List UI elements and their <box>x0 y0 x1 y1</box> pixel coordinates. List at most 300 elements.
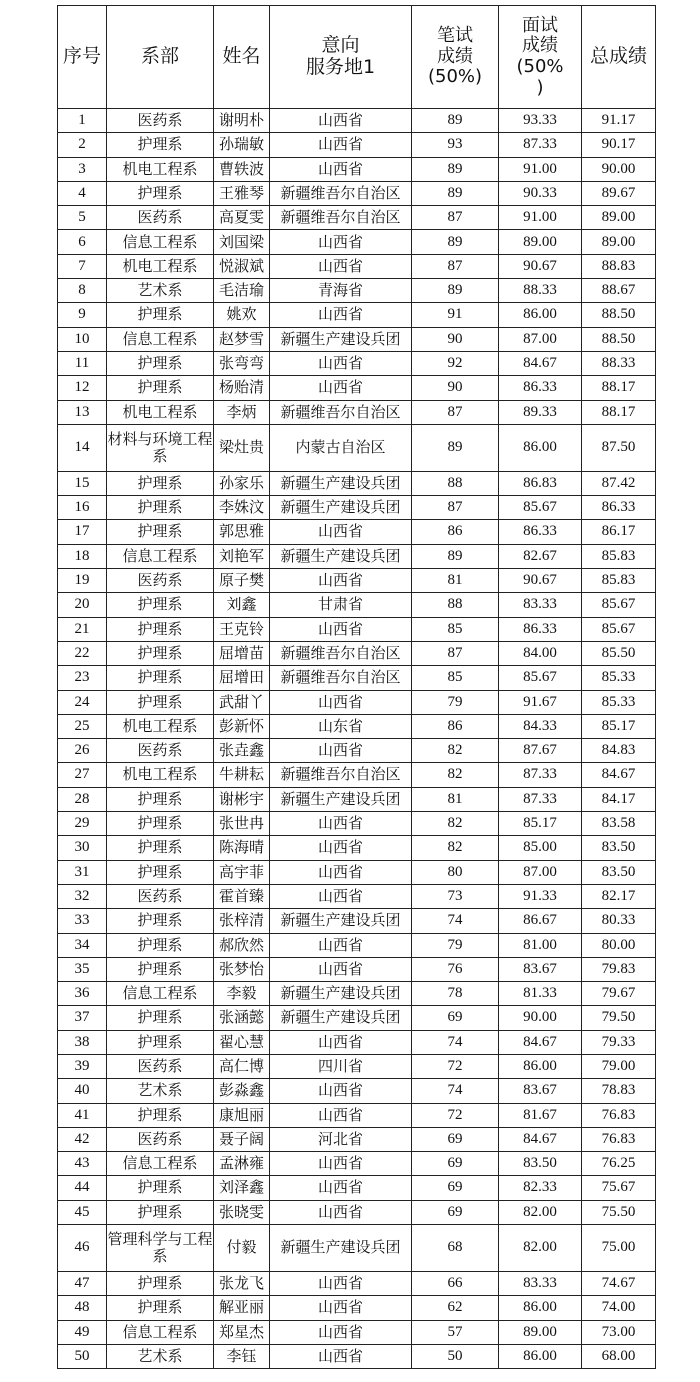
cell-interview: 82.00 <box>499 1200 582 1224</box>
cell-seq: 48 <box>58 1296 107 1320</box>
cell-place: 新疆维吾尔自治区 <box>270 400 412 424</box>
cell-interview: 89.00 <box>499 230 582 254</box>
table-row <box>58 690 656 714</box>
cell-place: 山西省 <box>270 1200 412 1224</box>
cell-interview: 87.00 <box>499 860 582 884</box>
cell-place: 山西省 <box>270 1272 412 1296</box>
cell-seq: 6 <box>58 230 107 254</box>
cell-dept: 护理系 <box>107 787 214 811</box>
cell-total: 88.17 <box>582 376 656 400</box>
cell-dept: 医药系 <box>107 1054 214 1078</box>
cell-dept: 管理科学与工程系 <box>107 1225 214 1272</box>
cell-dept: 机电工程系 <box>107 157 214 181</box>
table-row <box>58 327 656 351</box>
cell-dept: 护理系 <box>107 933 214 957</box>
cell-name: 郭思雅 <box>214 520 270 544</box>
cell-written: 69 <box>412 1200 499 1224</box>
table-row <box>58 982 656 1006</box>
cell-total: 88.67 <box>582 279 656 303</box>
cell-dept: 医药系 <box>107 206 214 230</box>
header-interview: 面试 成绩 (50% ) <box>499 6 582 109</box>
cell-name: 刘鑫 <box>214 593 270 617</box>
cell-place: 新疆维吾尔自治区 <box>270 641 412 665</box>
cell-written: 88 <box>412 593 499 617</box>
cell-interview: 86.83 <box>499 471 582 495</box>
cell-place: 山西省 <box>270 1296 412 1320</box>
cell-name: 毛洁瑜 <box>214 279 270 303</box>
cell-dept: 护理系 <box>107 303 214 327</box>
cell-dept: 护理系 <box>107 1272 214 1296</box>
cell-seq: 30 <box>58 836 107 860</box>
cell-place: 山西省 <box>270 739 412 763</box>
cell-written: 74 <box>412 909 499 933</box>
cell-seq: 36 <box>58 982 107 1006</box>
table-row <box>58 520 656 544</box>
cell-seq: 50 <box>58 1344 107 1368</box>
cell-dept: 信息工程系 <box>107 327 214 351</box>
cell-name: 霍首臻 <box>214 884 270 908</box>
table-row <box>58 424 656 471</box>
cell-dept: 护理系 <box>107 909 214 933</box>
cell-written: 80 <box>412 860 499 884</box>
cell-place: 山西省 <box>270 157 412 181</box>
cell-dept: 机电工程系 <box>107 763 214 787</box>
cell-dept: 护理系 <box>107 471 214 495</box>
cell-place: 山西省 <box>270 520 412 544</box>
cell-seq: 44 <box>58 1176 107 1200</box>
cell-written: 85 <box>412 617 499 641</box>
table-row <box>58 1054 656 1078</box>
cell-name: 梁灶贵 <box>214 424 270 471</box>
cell-place: 山西省 <box>270 133 412 157</box>
cell-interview: 85.17 <box>499 812 582 836</box>
cell-dept: 护理系 <box>107 1030 214 1054</box>
cell-interview: 91.33 <box>499 884 582 908</box>
cell-dept: 护理系 <box>107 860 214 884</box>
cell-dept: 信息工程系 <box>107 982 214 1006</box>
cell-dept: 护理系 <box>107 617 214 641</box>
cell-place: 山西省 <box>270 884 412 908</box>
cell-seq: 47 <box>58 1272 107 1296</box>
cell-dept: 护理系 <box>107 133 214 157</box>
cell-interview: 84.67 <box>499 351 582 375</box>
cell-name: 姚欢 <box>214 303 270 327</box>
cell-written: 87 <box>412 496 499 520</box>
cell-seq: 20 <box>58 593 107 617</box>
cell-written: 90 <box>412 376 499 400</box>
cell-total: 85.17 <box>582 714 656 738</box>
cell-place: 新疆生产建设兵团 <box>270 544 412 568</box>
cell-place: 山西省 <box>270 230 412 254</box>
cell-total: 79.83 <box>582 957 656 981</box>
cell-place: 新疆生产建设兵团 <box>270 1006 412 1030</box>
cell-written: 50 <box>412 1344 499 1368</box>
cell-written: 74 <box>412 1030 499 1054</box>
cell-interview: 82.33 <box>499 1176 582 1200</box>
cell-seq: 31 <box>58 860 107 884</box>
cell-interview: 87.33 <box>499 133 582 157</box>
cell-place: 新疆维吾尔自治区 <box>270 666 412 690</box>
cell-total: 85.83 <box>582 544 656 568</box>
cell-interview: 86.33 <box>499 520 582 544</box>
cell-seq: 42 <box>58 1127 107 1151</box>
cell-dept: 信息工程系 <box>107 1320 214 1344</box>
cell-interview: 91.00 <box>499 157 582 181</box>
cell-place: 山西省 <box>270 1344 412 1368</box>
table-row <box>58 666 656 690</box>
cell-interview: 86.33 <box>499 376 582 400</box>
cell-written: 89 <box>412 109 499 133</box>
cell-written: 82 <box>412 836 499 860</box>
cell-dept: 医药系 <box>107 739 214 763</box>
cell-written: 89 <box>412 181 499 205</box>
table-row <box>58 303 656 327</box>
cell-total: 84.17 <box>582 787 656 811</box>
cell-seq: 5 <box>58 206 107 230</box>
cell-dept: 护理系 <box>107 690 214 714</box>
cell-interview: 91.00 <box>499 206 582 230</box>
cell-place: 山东省 <box>270 714 412 738</box>
cell-dept: 护理系 <box>107 836 214 860</box>
cell-seq: 8 <box>58 279 107 303</box>
cell-interview: 83.50 <box>499 1152 582 1176</box>
cell-total: 68.00 <box>582 1344 656 1368</box>
cell-written: 87 <box>412 254 499 278</box>
cell-total: 85.67 <box>582 617 656 641</box>
cell-written: 91 <box>412 303 499 327</box>
cell-dept: 医药系 <box>107 569 214 593</box>
cell-place: 山西省 <box>270 1152 412 1176</box>
cell-place: 山西省 <box>270 1176 412 1200</box>
cell-dept: 医药系 <box>107 1127 214 1151</box>
cell-total: 83.58 <box>582 812 656 836</box>
cell-place: 河北省 <box>270 1127 412 1151</box>
cell-seq: 32 <box>58 884 107 908</box>
table-body <box>58 109 656 1369</box>
cell-dept: 护理系 <box>107 1006 214 1030</box>
cell-place: 青海省 <box>270 279 412 303</box>
cell-seq: 41 <box>58 1103 107 1127</box>
table-row <box>58 909 656 933</box>
cell-written: 89 <box>412 279 499 303</box>
cell-place: 山西省 <box>270 812 412 836</box>
cell-place: 山西省 <box>270 1103 412 1127</box>
cell-seq: 21 <box>58 617 107 641</box>
cell-seq: 25 <box>58 714 107 738</box>
cell-seq: 1 <box>58 109 107 133</box>
cell-interview: 81.00 <box>499 933 582 957</box>
cell-interview: 91.67 <box>499 690 582 714</box>
table-row <box>58 593 656 617</box>
header-total: 总成绩 <box>582 6 656 109</box>
table-row <box>58 351 656 375</box>
cell-dept: 护理系 <box>107 957 214 981</box>
cell-name: 高宇菲 <box>214 860 270 884</box>
cell-dept: 机电工程系 <box>107 254 214 278</box>
table-row <box>58 1296 656 1320</box>
cell-name: 谢明朴 <box>214 109 270 133</box>
cell-place: 山西省 <box>270 957 412 981</box>
table-row <box>58 496 656 520</box>
cell-place: 新疆生产建设兵团 <box>270 787 412 811</box>
cell-total: 79.67 <box>582 982 656 1006</box>
table-row <box>58 376 656 400</box>
table-row <box>58 1320 656 1344</box>
cell-total: 76.83 <box>582 1127 656 1151</box>
cell-total: 75.00 <box>582 1225 656 1272</box>
cell-written: 72 <box>412 1054 499 1078</box>
cell-total: 87.50 <box>582 424 656 471</box>
cell-name: 翟心慧 <box>214 1030 270 1054</box>
cell-interview: 86.00 <box>499 1296 582 1320</box>
cell-dept: 信息工程系 <box>107 1152 214 1176</box>
cell-place: 新疆生产建设兵团 <box>270 327 412 351</box>
cell-seq: 3 <box>58 157 107 181</box>
cell-interview: 85.67 <box>499 496 582 520</box>
cell-place: 内蒙古自治区 <box>270 424 412 471</box>
cell-place: 山西省 <box>270 1320 412 1344</box>
table-row <box>58 181 656 205</box>
cell-written: 73 <box>412 884 499 908</box>
table-row <box>58 279 656 303</box>
cell-seq: 33 <box>58 909 107 933</box>
cell-total: 86.33 <box>582 496 656 520</box>
cell-name: 刘艳军 <box>214 544 270 568</box>
cell-place: 山西省 <box>270 376 412 400</box>
cell-seq: 39 <box>58 1054 107 1078</box>
cell-name: 刘泽鑫 <box>214 1176 270 1200</box>
cell-place: 山西省 <box>270 109 412 133</box>
cell-place: 新疆生产建设兵团 <box>270 471 412 495</box>
cell-dept: 护理系 <box>107 812 214 836</box>
table-row <box>58 471 656 495</box>
cell-total: 83.50 <box>582 860 656 884</box>
cell-interview: 87.67 <box>499 739 582 763</box>
cell-interview: 89.33 <box>499 400 582 424</box>
cell-total: 78.83 <box>582 1079 656 1103</box>
cell-interview: 86.00 <box>499 1054 582 1078</box>
cell-interview: 82.00 <box>499 1225 582 1272</box>
cell-seq: 37 <box>58 1006 107 1030</box>
header-name: 姓名 <box>214 6 270 109</box>
cell-written: 72 <box>412 1103 499 1127</box>
cell-place: 新疆生产建设兵团 <box>270 496 412 520</box>
cell-place: 四川省 <box>270 1054 412 1078</box>
table-row <box>58 763 656 787</box>
cell-name: 张龙飞 <box>214 1272 270 1296</box>
cell-interview: 84.67 <box>499 1127 582 1151</box>
cell-name: 郝欣然 <box>214 933 270 957</box>
cell-seq: 2 <box>58 133 107 157</box>
cell-place: 新疆维吾尔自治区 <box>270 181 412 205</box>
table-row <box>58 1200 656 1224</box>
cell-name: 李炳 <box>214 400 270 424</box>
cell-dept: 材料与环境工程系 <box>107 424 214 471</box>
cell-written: 57 <box>412 1320 499 1344</box>
cell-interview: 83.33 <box>499 593 582 617</box>
cell-interview: 86.00 <box>499 424 582 471</box>
table-row <box>58 787 656 811</box>
cell-name: 高仁博 <box>214 1054 270 1078</box>
cell-place: 新疆生产建设兵团 <box>270 982 412 1006</box>
table-row <box>58 860 656 884</box>
table-row <box>58 1127 656 1151</box>
cell-interview: 88.33 <box>499 279 582 303</box>
cell-total: 76.25 <box>582 1152 656 1176</box>
cell-name: 曹轶波 <box>214 157 270 181</box>
header-dept: 系部 <box>107 6 214 109</box>
cell-name: 刘国梁 <box>214 230 270 254</box>
cell-place: 山西省 <box>270 351 412 375</box>
cell-seq: 35 <box>58 957 107 981</box>
cell-interview: 86.67 <box>499 909 582 933</box>
cell-written: 92 <box>412 351 499 375</box>
cell-written: 86 <box>412 714 499 738</box>
cell-interview: 87.33 <box>499 787 582 811</box>
cell-place: 山西省 <box>270 617 412 641</box>
cell-total: 84.67 <box>582 763 656 787</box>
cell-written: 74 <box>412 1079 499 1103</box>
table-row <box>58 714 656 738</box>
cell-written: 82 <box>412 763 499 787</box>
table-row <box>58 157 656 181</box>
cell-dept: 信息工程系 <box>107 230 214 254</box>
cell-name: 张弯弯 <box>214 351 270 375</box>
cell-written: 87 <box>412 206 499 230</box>
table-row <box>58 739 656 763</box>
cell-total: 89.67 <box>582 181 656 205</box>
cell-total: 74.00 <box>582 1296 656 1320</box>
cell-seq: 23 <box>58 666 107 690</box>
cell-name: 王克铃 <box>214 617 270 641</box>
cell-seq: 4 <box>58 181 107 205</box>
header-place: 意向 服务地1 <box>270 6 412 109</box>
cell-name: 张垚鑫 <box>214 739 270 763</box>
cell-written: 81 <box>412 787 499 811</box>
cell-seq: 10 <box>58 327 107 351</box>
cell-dept: 医药系 <box>107 109 214 133</box>
cell-interview: 83.67 <box>499 957 582 981</box>
cell-seq: 15 <box>58 471 107 495</box>
cell-written: 82 <box>412 739 499 763</box>
cell-interview: 87.00 <box>499 327 582 351</box>
cell-interview: 83.67 <box>499 1079 582 1103</box>
cell-name: 孙家乐 <box>214 471 270 495</box>
cell-written: 68 <box>412 1225 499 1272</box>
cell-place: 山西省 <box>270 836 412 860</box>
cell-name: 高夏雯 <box>214 206 270 230</box>
cell-name: 原子樊 <box>214 569 270 593</box>
table-row <box>58 544 656 568</box>
cell-total: 83.50 <box>582 836 656 860</box>
cell-name: 屈增苗 <box>214 641 270 665</box>
table-row <box>58 957 656 981</box>
cell-written: 79 <box>412 690 499 714</box>
cell-dept: 护理系 <box>107 1176 214 1200</box>
cell-written: 89 <box>412 157 499 181</box>
cell-name: 李毅 <box>214 982 270 1006</box>
cell-name: 康旭丽 <box>214 1103 270 1127</box>
table-row <box>58 206 656 230</box>
cell-dept: 护理系 <box>107 351 214 375</box>
cell-place: 新疆维吾尔自治区 <box>270 763 412 787</box>
cell-dept: 护理系 <box>107 593 214 617</box>
cell-written: 89 <box>412 544 499 568</box>
table-row <box>58 1176 656 1200</box>
cell-place: 山西省 <box>270 690 412 714</box>
cell-seq: 26 <box>58 739 107 763</box>
table-row <box>58 1225 656 1272</box>
cell-total: 89.00 <box>582 206 656 230</box>
cell-interview: 87.33 <box>499 763 582 787</box>
header-row <box>58 6 656 109</box>
cell-place: 山西省 <box>270 254 412 278</box>
cell-seq: 16 <box>58 496 107 520</box>
table-row <box>58 641 656 665</box>
cell-total: 90.00 <box>582 157 656 181</box>
cell-place: 山西省 <box>270 1030 412 1054</box>
cell-dept: 护理系 <box>107 1103 214 1127</box>
cell-name: 王雅琴 <box>214 181 270 205</box>
cell-written: 85 <box>412 666 499 690</box>
cell-name: 张涵懿 <box>214 1006 270 1030</box>
cell-written: 81 <box>412 569 499 593</box>
cell-written: 69 <box>412 1152 499 1176</box>
cell-name: 悦淑斌 <box>214 254 270 278</box>
cell-interview: 84.33 <box>499 714 582 738</box>
cell-total: 75.50 <box>582 1200 656 1224</box>
cell-interview: 90.67 <box>499 569 582 593</box>
cell-place: 山西省 <box>270 303 412 327</box>
table-row <box>58 1103 656 1127</box>
table-row <box>58 569 656 593</box>
cell-written: 62 <box>412 1296 499 1320</box>
cell-seq: 43 <box>58 1152 107 1176</box>
cell-written: 69 <box>412 1006 499 1030</box>
cell-written: 89 <box>412 230 499 254</box>
cell-total: 88.17 <box>582 400 656 424</box>
cell-interview: 84.67 <box>499 1030 582 1054</box>
cell-seq: 28 <box>58 787 107 811</box>
cell-name: 张梓清 <box>214 909 270 933</box>
cell-interview: 86.00 <box>499 1344 582 1368</box>
cell-total: 85.50 <box>582 641 656 665</box>
cell-total: 85.83 <box>582 569 656 593</box>
cell-dept: 艺术系 <box>107 279 214 303</box>
cell-total: 88.83 <box>582 254 656 278</box>
cell-interview: 86.33 <box>499 617 582 641</box>
cell-interview: 81.33 <box>499 982 582 1006</box>
table-row <box>58 1152 656 1176</box>
cell-name: 孟淋雍 <box>214 1152 270 1176</box>
cell-written: 89 <box>412 424 499 471</box>
cell-seq: 12 <box>58 376 107 400</box>
cell-seq: 17 <box>58 520 107 544</box>
cell-name: 谢彬宇 <box>214 787 270 811</box>
cell-name: 屈增田 <box>214 666 270 690</box>
cell-name: 付毅 <box>214 1225 270 1272</box>
cell-seq: 24 <box>58 690 107 714</box>
header-written: 笔试 成绩 (50%) <box>412 6 499 109</box>
cell-dept: 护理系 <box>107 520 214 544</box>
cell-name: 武甜丫 <box>214 690 270 714</box>
cell-seq: 11 <box>58 351 107 375</box>
cell-name: 彭淼鑫 <box>214 1079 270 1103</box>
cell-place: 山西省 <box>270 569 412 593</box>
cell-total: 90.17 <box>582 133 656 157</box>
cell-name: 彭新怀 <box>214 714 270 738</box>
cell-seq: 22 <box>58 641 107 665</box>
